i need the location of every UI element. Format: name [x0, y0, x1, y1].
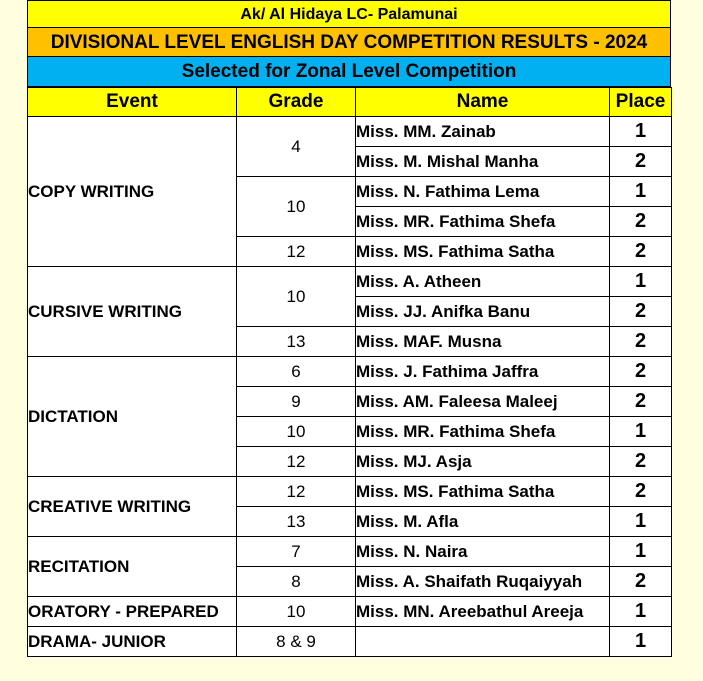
place-cell: 2 — [610, 297, 672, 327]
event-cell: DRAMA- JUNIOR — [28, 627, 237, 657]
student-name-cell: Miss. MAF. Musna — [356, 327, 610, 357]
student-name-cell — [356, 627, 610, 657]
event-cell: CURSIVE WRITING — [28, 267, 237, 357]
table-row — [28, 357, 672, 387]
grade-cell: 8 — [237, 567, 356, 597]
student-name-cell: Miss. A. Atheen — [356, 267, 610, 297]
grade-cell: 8 & 9 — [237, 627, 356, 657]
grade-cell: 7 — [237, 537, 356, 567]
table-header-row — [28, 88, 672, 117]
student-name-cell: Miss. MS. Fathima Satha — [356, 237, 610, 267]
results-body — [28, 117, 672, 657]
grade-cell: 12 — [237, 237, 356, 267]
place-cell: 2 — [610, 567, 672, 597]
grade-cell: 10 — [237, 417, 356, 447]
place-cell: 1 — [610, 597, 672, 627]
table-row — [28, 477, 672, 507]
grade-cell: 6 — [237, 357, 356, 387]
place-cell: 1 — [610, 267, 672, 297]
column-header-place: Place — [610, 88, 672, 117]
event-cell: RECITATION — [28, 537, 237, 597]
grade-cell: 10 — [237, 597, 356, 627]
event-cell: COPY WRITING — [28, 117, 237, 267]
student-name-cell: Miss. N. Naira — [356, 537, 610, 567]
grade-cell: 12 — [237, 477, 356, 507]
place-cell: 1 — [610, 117, 672, 147]
student-name-cell: Miss. MM. Zainab — [356, 117, 610, 147]
place-cell: 2 — [610, 477, 672, 507]
grade-cell: 12 — [237, 447, 356, 477]
column-header-grade: Grade — [237, 88, 356, 117]
grade-cell: 13 — [237, 507, 356, 537]
table-row — [28, 537, 672, 567]
student-name-cell: Miss. M. Afla — [356, 507, 610, 537]
place-cell: 2 — [610, 387, 672, 417]
student-name-cell: Miss. MR. Fathima Shefa — [356, 207, 610, 237]
school-name: Ak/ Al Hidaya LC- Palamunai — [27, 0, 671, 28]
table-row — [28, 267, 672, 297]
results-table — [27, 87, 672, 657]
student-name-cell: Miss. MS. Fathima Satha — [356, 477, 610, 507]
place-cell: 1 — [610, 177, 672, 207]
place-cell: 2 — [610, 327, 672, 357]
page-subtitle: Selected for Zonal Level Competition — [27, 57, 671, 87]
student-name-cell: Miss. AM. Faleesa Maleej — [356, 387, 610, 417]
grade-cell: 10 — [237, 267, 356, 327]
results-sheet — [27, 0, 671, 657]
event-cell: ORATORY - PREPARED — [28, 597, 237, 627]
place-cell: 2 — [610, 447, 672, 477]
grade-cell: 4 — [237, 117, 356, 177]
place-cell: 2 — [610, 237, 672, 267]
place-cell: 2 — [610, 207, 672, 237]
student-name-cell: Miss. N. Fathima Lema — [356, 177, 610, 207]
table-row — [28, 117, 672, 147]
student-name-cell: Miss. A. Shaifath Ruqaiyyah — [356, 567, 610, 597]
student-name-cell: Miss. MR. Fathima Shefa — [356, 417, 610, 447]
column-header-name: Name — [356, 88, 610, 117]
place-cell: 1 — [610, 507, 672, 537]
table-row — [28, 627, 672, 657]
student-name-cell: Miss. MJ. Asja — [356, 447, 610, 477]
table-row — [28, 597, 672, 627]
grade-cell: 9 — [237, 387, 356, 417]
column-header-event: Event — [28, 88, 237, 117]
student-name-cell: Miss. J. Fathima Jaffra — [356, 357, 610, 387]
event-cell: DICTATION — [28, 357, 237, 477]
place-cell: 1 — [610, 627, 672, 657]
place-cell: 2 — [610, 357, 672, 387]
event-cell: CREATIVE WRITING — [28, 477, 237, 537]
grade-cell: 10 — [237, 177, 356, 237]
place-cell: 2 — [610, 147, 672, 177]
place-cell: 1 — [610, 417, 672, 447]
student-name-cell: Miss. JJ. Anifka Banu — [356, 297, 610, 327]
page-title: DIVISIONAL LEVEL ENGLISH DAY COMPETITION RESULTS - 2024 — [27, 28, 671, 57]
place-cell: 1 — [610, 537, 672, 567]
grade-cell: 13 — [237, 327, 356, 357]
student-name-cell: Miss. MN. Areebathul Areeja — [356, 597, 610, 627]
student-name-cell: Miss. M. Mishal Manha — [356, 147, 610, 177]
